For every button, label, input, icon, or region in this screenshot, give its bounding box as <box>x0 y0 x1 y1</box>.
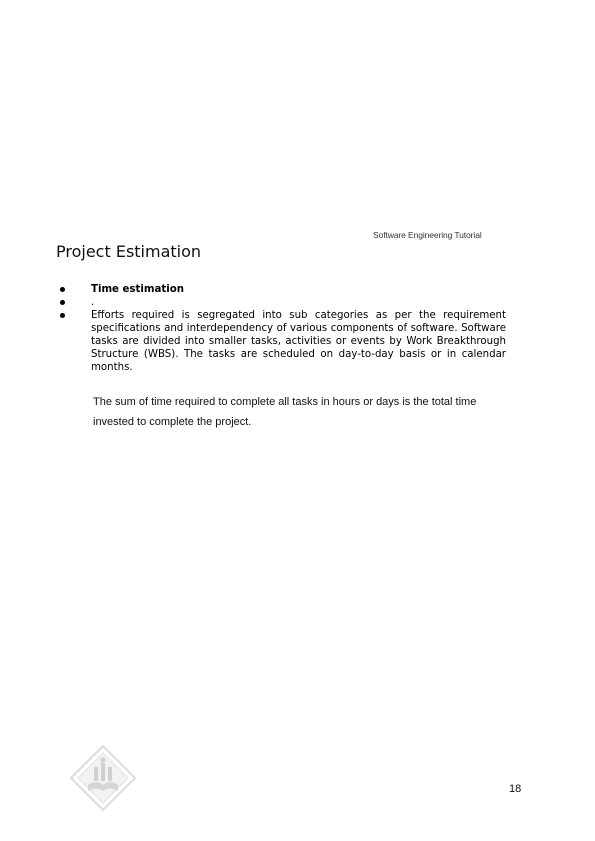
section-heading: Project Estimation <box>56 242 202 261</box>
list-item <box>60 309 506 374</box>
list-item <box>60 296 506 309</box>
tutorialspoint-logo-icon <box>70 745 136 811</box>
bullet-list <box>60 283 506 374</box>
bullet-icon <box>60 287 65 292</box>
list-item-text: Efforts required is segregated into sub categories as per the requirement specifications and interdependency of various components of software. Software tasks are divided into smaller tasks, activities or events by Work Breakthrough Structure (WBS). The tasks are scheduled on day-to-day basis or in calendar months. <box>91 310 506 373</box>
list-item <box>60 283 506 296</box>
running-header: Software Engineering Tutorial <box>373 230 482 240</box>
list-item-text: Time estimation <box>91 284 184 295</box>
bullet-icon <box>60 313 65 318</box>
bullet-icon <box>60 300 65 305</box>
page-number: 18 <box>509 783 522 795</box>
body-paragraph: The sum of time required to complete all tasks in hours or days is the total time invested to complete the project. <box>93 396 477 428</box>
list-item-text: . <box>91 297 95 308</box>
